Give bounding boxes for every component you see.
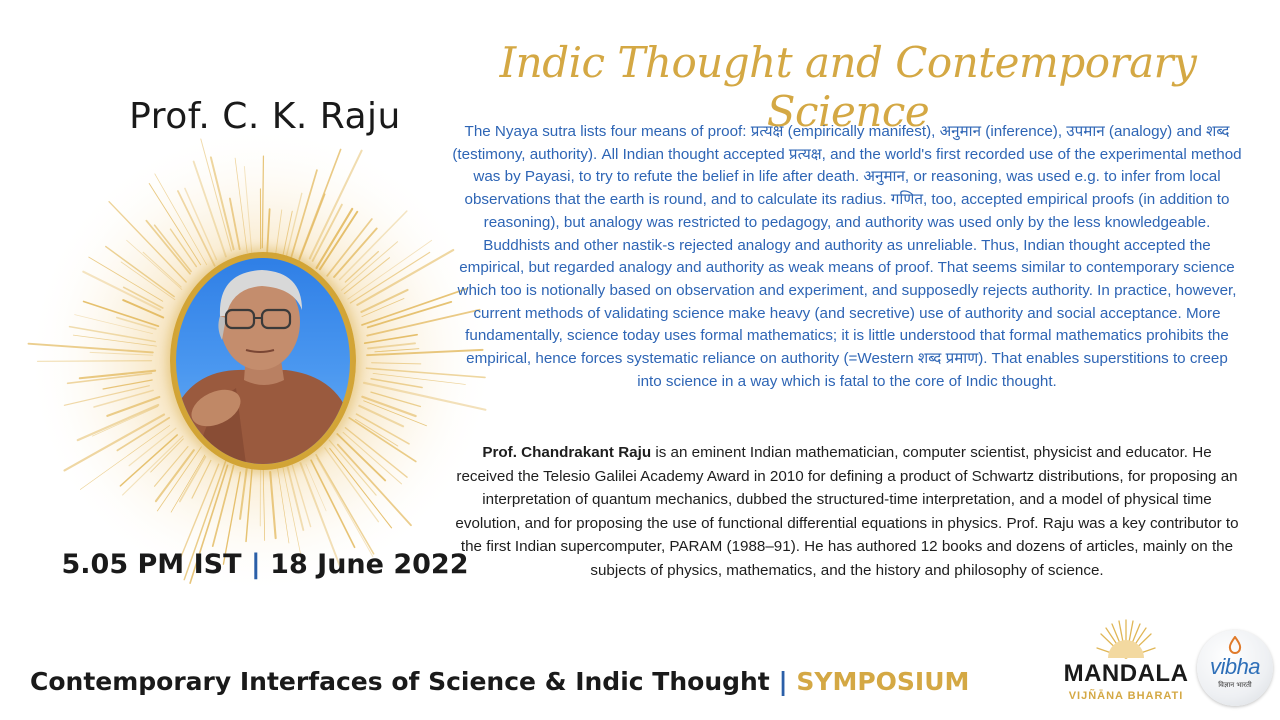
vibha-drop-icon xyxy=(1227,636,1243,654)
mandala-sun-icon xyxy=(1096,618,1156,662)
vibha-logo-subtitle: विज्ञान भारती xyxy=(1218,681,1252,689)
mandala-logo xyxy=(1062,618,1190,714)
event-date-time xyxy=(60,549,470,580)
footer-separator: | xyxy=(778,667,788,696)
talk-title: Indic Thought and Contemporary Science xyxy=(499,38,1197,136)
talk-abstract: The Nyaya sutra lists four means of proof: प्रत्यक्ष (empirically manifest), अनुमान (inference), उपमान (analogy) and शब्द (testimony, authority). All Indian thought accepted प्रत्यक्ष, and the world's first recorded use of the experimental method was by Payasi, to try to refute the belief in life after death. अनुमान, or reasoning, was used e.g. to infer from local observations that the earth is round, and to calculate its radius. गणित, too, accepted empirical proofs (in addition to reasoning), but analogy was restricted to pedagogy, and authority was used only by the less knowledgeable. Buddhists and other nastik-s rejected analogy and authority as unreliable. Thus, Indian thought accepted the empirical, but regarded analogy and authority as weak means of proof. That seems similar to contemporary science which too is notionally based on observation and experiment, and supposedly rejects authority. In practice, however, current methods of validating science make heavy (and secretive) use of authority and social acceptance. More fundamentally, science today uses formal mathematics; it is little understood that formal mathematics prohibits the empirical, hence forces systematic reliance on authority (=Western शब्द प्रमाण). That enables superstitions to creep into science in a way which is fatal to the core of Indic thought. xyxy=(452,123,1242,390)
footer-series xyxy=(30,667,970,696)
vibha-logo-text: vibha xyxy=(1209,654,1261,679)
date-separator: | xyxy=(250,549,261,580)
series-title: Contemporary Interfaces of Science & Indic Thought xyxy=(30,667,770,696)
burst-ray xyxy=(38,361,152,362)
bio-speaker-name: Prof. Chandrakant Raju xyxy=(482,444,652,461)
event-date: 18 June 2022 xyxy=(270,549,469,580)
series-type: SYMPOSIUM xyxy=(796,667,970,696)
bio-text: is an eminent Indian mathematician, computer scientist, physicist and educator. He received the Telesio Galilei Academy Award in 2010 for defining a product of Schwartz distributions, for proposing an interpretation of quantum mechanics, dubbed the structured-time interpretation, and a model of physical time evolution, and for proposing the use of functional differential equations in physics. Prof. Raju was a key contributor to the first Indian supercomputer, PARAM (1988–91). He has authored 12 books and dozens of articles, mainly on the subjects of physics, mathematics, and the history and philosophy of science. xyxy=(455,444,1239,579)
speaker-name: Prof. C. K. Raju xyxy=(129,96,401,137)
mandala-logo-text: MANDALA xyxy=(1063,660,1189,687)
vibha-logo xyxy=(1197,630,1273,706)
mandala-logo-subtitle: VIJÑĀNA BHARATI xyxy=(1068,690,1184,702)
event-time: 5.05 PM IST xyxy=(61,549,242,580)
speaker-bio xyxy=(452,441,1242,582)
speaker-portrait xyxy=(176,258,350,464)
